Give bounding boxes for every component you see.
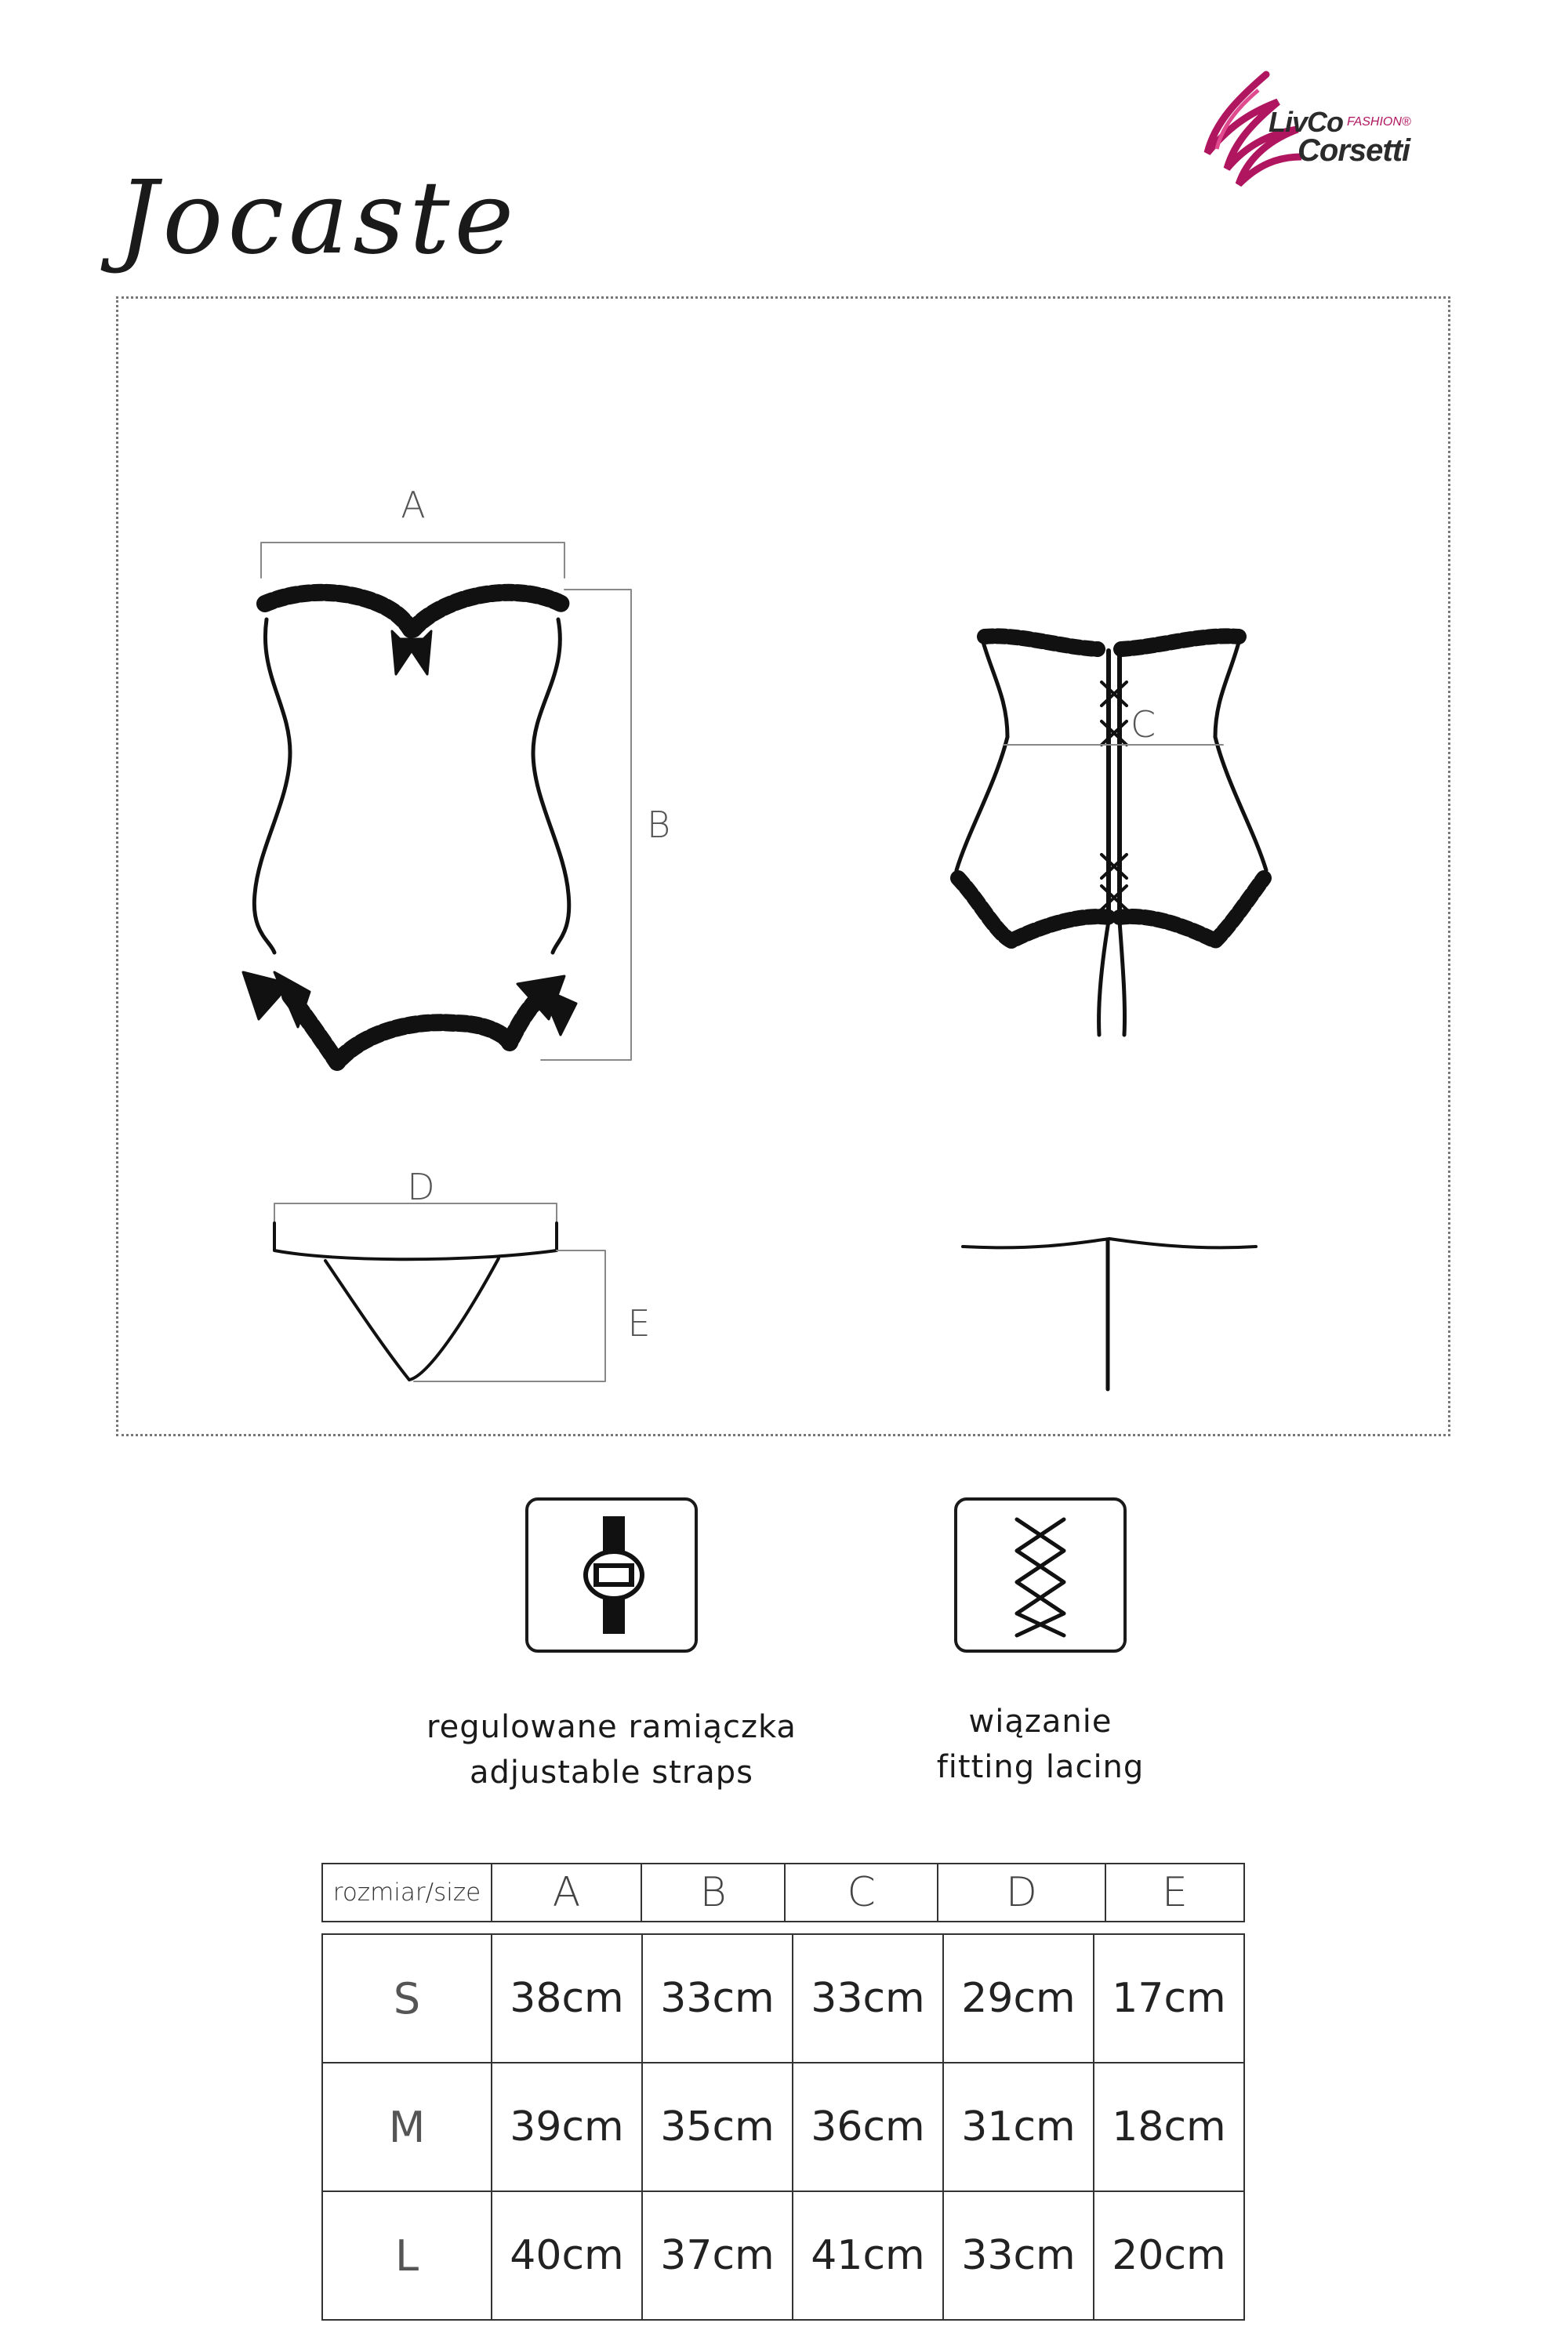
table-row bbox=[322, 1934, 1244, 2063]
column-header-b: B bbox=[641, 1864, 785, 1922]
column-header-d: D bbox=[938, 1864, 1105, 1922]
corset-back-drawing bbox=[956, 636, 1266, 1035]
size-table bbox=[321, 1933, 1245, 2321]
table-cell: 33cm bbox=[642, 1934, 793, 2063]
lacing-icon-box bbox=[954, 1497, 1127, 1653]
table-cell: 35cm bbox=[642, 2063, 793, 2191]
column-header-size: rozmiar/size bbox=[322, 1864, 492, 1922]
feature-adjustable-straps-label bbox=[376, 1704, 847, 1795]
dimension-label-c: C bbox=[1130, 703, 1156, 746]
feature-label-en: fitting lacing bbox=[936, 1749, 1145, 1785]
logo-text-corsetti: Corsetti bbox=[1298, 133, 1410, 168]
table-cell: 41cm bbox=[793, 2191, 943, 2320]
dimension-label-d: D bbox=[407, 1166, 435, 1208]
size-table-header bbox=[321, 1863, 1245, 1922]
size-cell: M bbox=[322, 2063, 492, 2191]
lacing-icon bbox=[957, 1501, 1123, 1650]
table-cell: 17cm bbox=[1094, 1934, 1244, 2063]
table-cell: 18cm bbox=[1094, 2063, 1244, 2191]
size-cell: L bbox=[322, 2191, 492, 2320]
table-cell: 36cm bbox=[793, 2063, 943, 2191]
table-cell: 29cm bbox=[943, 1934, 1094, 2063]
thong-back-drawing bbox=[963, 1239, 1256, 1389]
feature-label-pl: wiązanie bbox=[968, 1704, 1112, 1740]
feature-lacing-label bbox=[805, 1699, 1276, 1790]
dimension-label-e: E bbox=[627, 1302, 651, 1345]
table-row bbox=[322, 2191, 1244, 2320]
adjustable-straps-icon-box bbox=[525, 1497, 698, 1653]
logo-text-fashion: FASHION® bbox=[1347, 115, 1411, 129]
dimension-label-a: A bbox=[401, 484, 426, 526]
feature-label-en: adjustable straps bbox=[470, 1755, 753, 1791]
table-cell: 37cm bbox=[642, 2191, 793, 2320]
table-row bbox=[322, 2063, 1244, 2191]
table-cell: 33cm bbox=[793, 1934, 943, 2063]
dimension-label-b: B bbox=[646, 804, 671, 846]
table-cell: 33cm bbox=[943, 2191, 1094, 2320]
size-cell: S bbox=[322, 1934, 492, 2063]
column-header-c: C bbox=[785, 1864, 938, 1922]
column-header-e: E bbox=[1105, 1864, 1244, 1922]
feature-label-pl: regulowane ramiączka bbox=[426, 1709, 797, 1745]
table-header-row bbox=[322, 1864, 1244, 1922]
table-cell: 39cm bbox=[492, 2063, 642, 2191]
table-cell: 31cm bbox=[943, 2063, 1094, 2191]
product-title: Jocaste bbox=[118, 160, 519, 277]
logo-text-livco: LivCo bbox=[1269, 106, 1344, 138]
adjustable-strap-icon bbox=[528, 1501, 695, 1650]
column-header-a: A bbox=[492, 1864, 641, 1922]
thong-front-drawing bbox=[274, 1203, 605, 1381]
corset-front-drawing bbox=[243, 543, 631, 1062]
table-cell: 38cm bbox=[492, 1934, 642, 2063]
table-cell: 40cm bbox=[492, 2191, 642, 2320]
table-cell: 20cm bbox=[1094, 2191, 1244, 2320]
